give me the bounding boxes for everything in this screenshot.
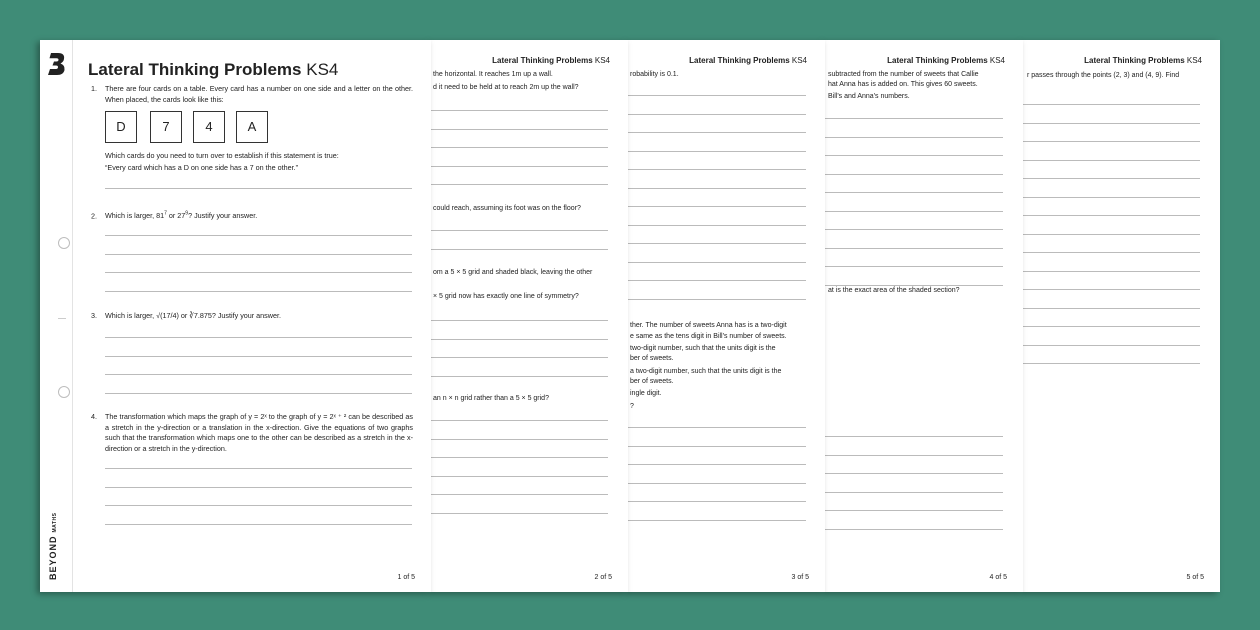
question-text: an n × n grid rather than a 5 × 5 grid? [433,395,549,402]
answer-line [825,248,1003,249]
answer-line [105,524,412,525]
answer-line [1023,363,1200,364]
question-number: 1. [91,84,97,93]
answer-line [105,356,412,357]
answer-line [105,272,412,273]
answer-line [105,468,412,469]
answer-line [825,492,1003,493]
answer-line [1023,123,1200,124]
answer-line [105,393,412,394]
question-text: at is the exact area of the shaded section? [828,287,960,294]
question-text: a two-digit number, such that the units digit is the [630,368,782,375]
answer-line [1023,141,1200,142]
answer-line [1023,104,1200,105]
answer-line [105,291,412,292]
answer-line [628,299,806,300]
question-text: ther. The number of sweets Anna has is a two-digit [630,322,787,329]
page-number: 2 of 5 [594,574,612,581]
question-text: subtracted from the number of sweets that Callie [828,71,979,78]
answer-line [825,211,1003,212]
answer-line [628,132,806,133]
answer-lines [431,110,608,203]
answer-line [628,169,806,170]
answer-line [825,455,1003,456]
page-header: Lateral Thinking Problems KS4 [689,56,807,65]
page-number: 4 of 5 [989,574,1007,581]
page-header: Lateral Thinking Problems KS4 [887,56,1005,65]
page-number: 3 of 5 [791,574,809,581]
answer-line [628,483,806,484]
answer-line [628,188,806,189]
answer-line [825,174,1003,175]
answer-line [1023,271,1200,272]
answer-lines [105,468,412,542]
answer-line [1023,252,1200,253]
question-text: Bill's and Anna's numbers. [828,93,910,100]
card-a: A [236,111,268,143]
binder-strip [40,40,73,592]
answer-line [431,420,608,421]
answer-line [431,513,608,514]
answer-line [628,206,806,207]
card-d: D [105,111,137,143]
answer-line [105,505,412,506]
answer-line [628,114,806,115]
card-7: 7 [150,111,182,143]
question-text: hat Anna has is added on. This gives 60 sweets. [828,81,978,88]
answer-line [431,320,608,321]
answer-line [105,487,412,488]
answer-line [431,339,608,340]
answer-line [105,235,412,236]
question-text: two-digit number, such that the units digit is the [630,345,776,352]
page-header: Lateral Thinking Problems KS4 [492,56,610,65]
question-3 [91,311,281,322]
worksheet-page-5 [1023,40,1220,592]
question-text: ber of sweets. [630,355,674,362]
question-text: r passes through the points (2, 3) and (4, 9). Find [1027,72,1180,79]
root-expression: ∛7.875 [189,311,212,320]
answer-line [628,95,806,96]
answer-line [628,520,806,521]
page-header: Lateral Thinking Problems KS4 [1084,56,1202,65]
question-text: could reach, assuming its foot was on the floor? [433,205,581,212]
question-2 [91,209,257,222]
question-text: ? [630,403,634,410]
answer-lines [1023,104,1200,382]
answer-line [431,166,608,167]
answer-line [825,229,1003,230]
answer-line [628,225,806,226]
answer-line [431,249,608,250]
answer-line [1023,308,1200,309]
answer-lines [628,427,806,538]
answer-line [825,192,1003,193]
question-number: 3. [91,311,97,320]
worksheet-page-4 [825,40,1023,592]
question-text: ber of sweets. [630,378,674,385]
question-text: There are four cards on a table. Every card has a number on one side and a letter on the other. When placed, the cards look like this: [105,84,413,104]
answer-line [628,280,806,281]
answer-lines [431,230,608,267]
answer-line [628,243,806,244]
card-4: 4 [193,111,225,143]
punch-hole [58,386,70,398]
answer-lines [431,320,608,394]
root-expression: √(17/4) [156,311,179,320]
beyond-logo-icon [47,52,67,76]
question-number: 2. [91,211,97,221]
answer-lines [825,118,1003,303]
answer-line [105,254,412,255]
answer-line [431,129,608,130]
answer-line [431,110,608,111]
question-text: The transformation which maps the graph of y = 2ˣ to the graph of y = 2ˣ ⁺ ² can be described as a stretch in the y-direction or a translation in the x-direction. Give the equations of two graphs such that the transformation which maps one to the other can be described as a stretch in the x-direction or a stretch in the y-direction. [105,412,413,453]
answer-line [1023,197,1200,198]
worksheet-page-2 [431,40,628,592]
answer-line [431,439,608,440]
question-text: d it need to be held at to reach 2m up the wall? [433,84,579,91]
answer-line [1023,326,1200,327]
answer-line [105,337,412,338]
answer-line [825,266,1003,267]
page-number: 5 of 5 [1186,574,1204,581]
answer-line [825,155,1003,156]
answer-line [628,262,806,263]
answer-line [431,357,608,358]
answer-line [1023,345,1200,346]
answer-line [628,427,806,428]
page-title: Lateral Thinking Problems KS4 [88,60,339,79]
answer-lines [628,95,806,317]
answer-line [628,464,806,465]
answer-line [825,510,1003,511]
answer-lines [105,188,412,207]
answer-line [825,529,1003,530]
answer-lines [431,420,608,531]
worksheet-page-1 [40,40,431,592]
answer-line [431,457,608,458]
answer-line [825,137,1003,138]
answer-line [1023,215,1200,216]
question-text: the horizontal. It reaches 1m up a wall. [433,71,553,78]
answer-line [825,436,1003,437]
answer-line [431,476,608,477]
answer-lines [105,337,412,411]
answer-line [431,147,608,148]
question-statement: “Every card which has a D on one side has a 7 on the other.” [105,163,298,172]
answer-line [431,376,608,377]
question-number: 4. [91,412,97,421]
question-text: × 5 grid now has exactly one line of symmetry? [433,293,579,300]
answer-line [431,494,608,495]
answer-lines [825,436,1003,547]
question-text: om a 5 × 5 grid and shaded black, leaving the other [433,269,593,276]
question-text: robability is 0.1. [630,71,679,78]
answer-line [628,501,806,502]
answer-line [1023,289,1200,290]
answer-line [431,230,608,231]
brand-label: BEYONDMATHS [48,512,58,580]
answer-line [628,151,806,152]
question-prompt: Which cards do you need to turn over to establish if this statement is true: [105,151,339,160]
punch-hole [58,237,70,249]
fold-mark [58,318,66,319]
answer-line [1023,160,1200,161]
answer-line [825,118,1003,119]
answer-line [105,374,412,375]
answer-line [1023,178,1200,179]
question-text: ingle digit. [630,390,662,397]
worksheet-page-3 [628,40,825,592]
answer-line [431,184,608,185]
answer-line [1023,234,1200,235]
question-text: e same as the tens digit in Bill's number of sweets. [630,333,787,340]
question-text: Which is larger, $81^7$ or $27^9$? Justify your answer. [105,211,258,221]
question-text: Which is larger, √(17/4) or ∛7.875? Justify your answer. [105,311,281,320]
answer-line [628,446,806,447]
answer-line [105,188,412,189]
page-number: 1 of 5 [397,574,415,581]
answer-line [825,473,1003,474]
answer-lines [105,235,412,309]
